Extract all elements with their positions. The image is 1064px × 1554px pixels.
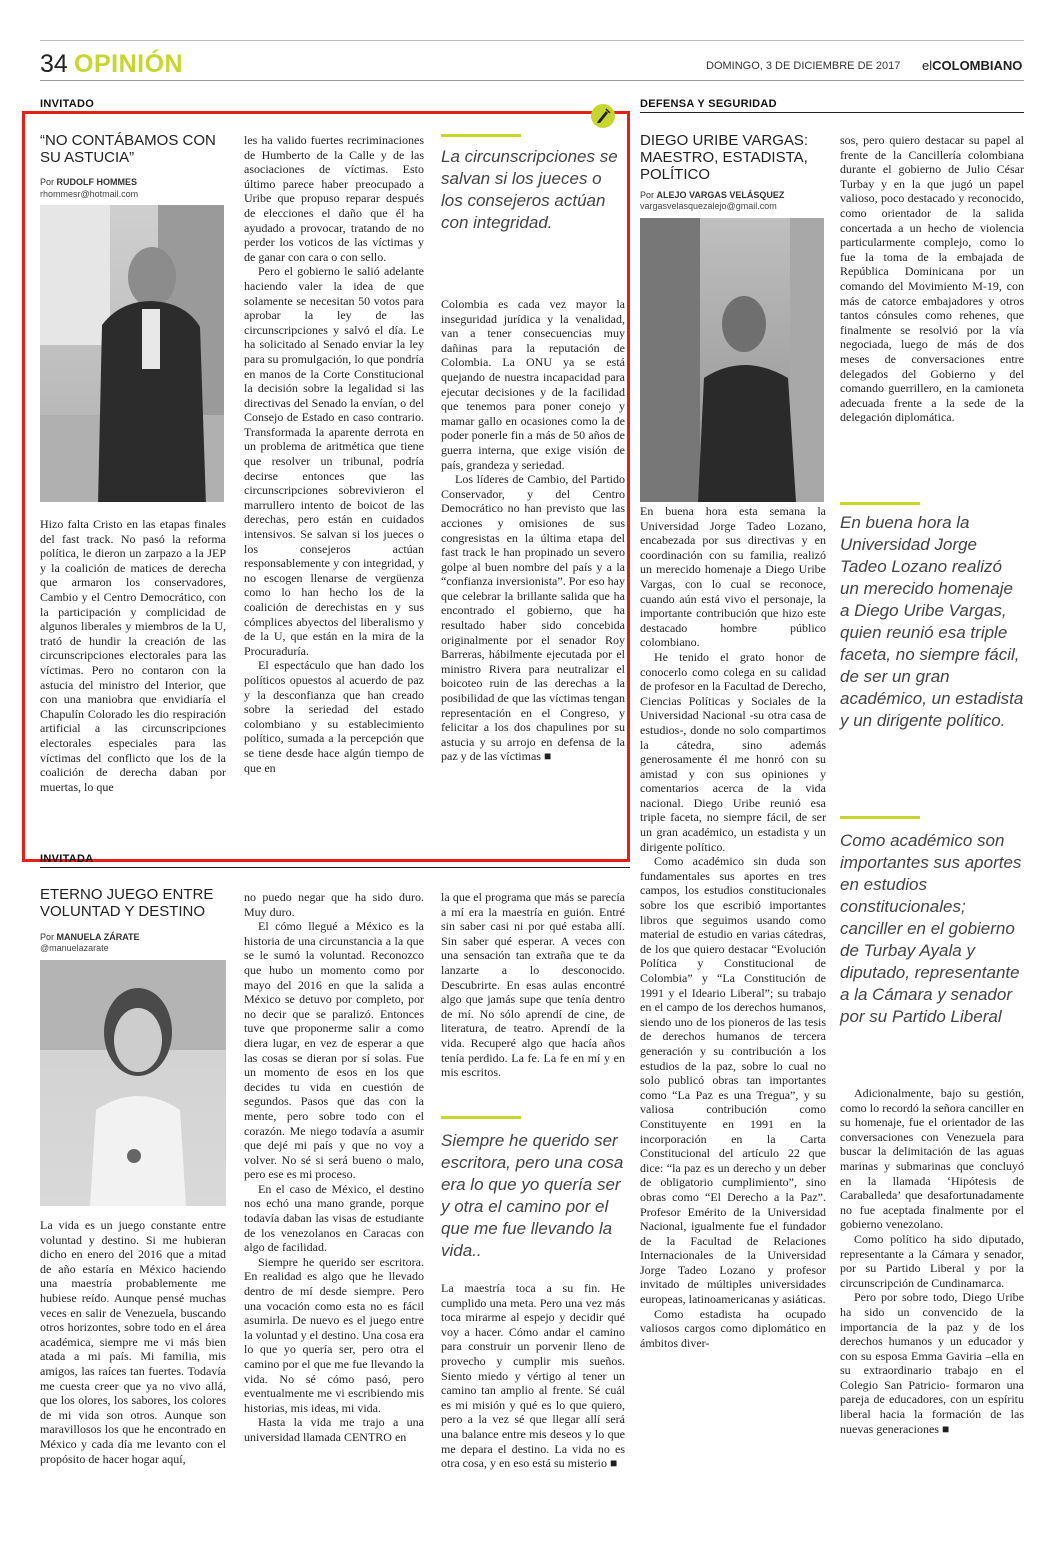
article3-pullquote-1: En buena hora la Universidad Jorge Tadeo Lozano realizó un merecido homenaje a Diego Uribe Vargas, quien reunió esa triple faceta, no siempre fácil, de ser un gran académico, un estadista y un dirigente político. [840, 513, 1024, 730]
opinion-badge [591, 104, 615, 128]
quote-bar [441, 134, 521, 137]
section-title: OPINIÓN [74, 50, 184, 78]
article3-col1: En buena hora esta semana la Universidad Jorge Tadeo Lozano, encabezada por sus directivas y en coordinación con su familia, realizó un merecido homenaje a Diego Uribe Vargas, con lo cual se reconoce, cuando aún está vivo el personaje, la importante contribución que hizo este destacado hombre público colombiano. He tenido el grato honor de conocerlo como colega en su calidad de profesor en la Facultad de Derecho, Ciencias Políticas y Sociales de la Universidad Nacional -su otra casa de estudios-, donde no solo compartimos la cátedra, sino además generosamente él me honró con su amistad y con sus opiniones y comentarios acerca de la vida nacional. Diego Uribe reunió esa triple faceta, no siempre fácil, de ser un gran académico, un estadista y un dirigente político. Como académico sin duda son fundamentales sus aportes en tres campos, los estudios constitucionales sobre los que escribió importantes libros que seguimos usando como material de estudio en varias cátedras, de los que quiero destacar “Evolución Política y Constitucional de Colombia” y “La Constitución de 1991 y el Ideario Liberal”; su trabajo en el campo de los derechos humanos, siendo uno de los pioneros de las tesis de derechos humanos de tercera generación y su contribución a los estudios de la paz, sobre lo cual no solo publicó obras tan importantes como “La Paz es una Tregua”, y su valiosa contribución como Constituyente en 1991 en la incorporación en la Carta Constitucional del artículo 22 que dice: “la paz es un derecho y un deber de obligatorio cumplimiento”, sino obras como “El Derecho a la Paz”. Profesor Emérito de la Universidad Nacional, igualmente fue el fundador de la Facultad de Relaciones Internacionales de la Universidad Jorge Tadeo Lozano y profesor invitado de múltiples universidades europeas, latinoamericanas y asiáticas. Como estadista ha ocupado valiosos cargos como diplomático en ámbitos diver- [640, 504, 826, 1350]
brand-prefix: el [922, 58, 933, 73]
article1-author: RUDOLF HOMMES [56, 177, 138, 187]
article1-col2: les ha valido fuertes recriminaciones de Humberto de la Calle y de las asociaciones de víctimas. Esto último parece haber preocupado a Uribe que propuso reparar después de elecciones el daño que él ha ayudado a provocar, tratando de no perder los voticos de las víctimas y de ganar con cara o con sello. Pero el gobierno le salió adelante haciendo valer la idea de que solamente se necesitan 50 votos para aprobar la ley de las circunscripciones y salvó el día. Le ha solicitado al Senado enviar la ley para su promulgación, lo que pondría en manos de la Corte Constitucional la decisión sobre la legalidad si las directivas del Senado la envían, o del Consejo de Estado en caso contrario. Transformada la aparente derrota en un problema de aritmética que tiene que resolver un tribunal, podría decirse entonces que las circunscripciones sobrevivieron el marrullero intento de boicot de las derechas, pero están en cuidados intensivos. Se salvan si los jueces o los consejeros actúan responsablemente y con integridad, y no escogen llenarse de vergüenza como lo han hecho los de la coalición de derechistas en y sus cómplices abyectos del liberalismo y de la U, que están en la mira de la Procuraduría. El espectáculo que han dado los políticos opuestos al acuerdo de paz y la desconfianza que han creado sobre la seriedad del estado colombiano y su establecimiento político, sumada a la percepción que se tiene desde hace algún tiempo de que en [244, 133, 424, 775]
article3-col2b: Adicionalmente, bajo su gestión, como lo recordó la señora canciller en su homenaje, fue el orientador de las conversaciones con Venezuela para buscar la delimitación de las aguas marinas y submarinas que concluyó en la llamada ‘Hipótesis de Caraballeda’ que desafortunadamente no fue aceptada finalmente por el gobierno venezolano. Como político ha sido diputado, representante a la Cámara y senador, por su Partido Liberal y por la circunscripción de Cundinamarca. Pero por sobre todo, Diego Uribe ha sido un convencido de la importancia de la paz y de los derechos humanos y un educador y con su esposa Emma Gaviria –ella en su extraordinario trabajo en el Colegio San Patricio- formaron una pareja de educadores, con un espíritu liberal hacia la formación de las nuevas generaciones ■ [840, 1086, 1024, 1436]
dateline: DOMINGO, 3 DE DICIEMBRE DE 2017 [706, 60, 901, 72]
quote-bar [441, 1116, 521, 1119]
article2-pullquote: Siempre he querido ser escritora, pero una cosa era lo que yo quería ser y otra el camino por el que me fue llevando la vida.. [441, 1131, 624, 1260]
brand-name: COLOMBIANO [932, 58, 1023, 73]
page-number: 34 [40, 50, 68, 78]
article3-kicker: DEFENSA Y SEGURIDAD [640, 98, 777, 110]
article2-handle: @manuelazarate [40, 943, 109, 953]
article1-byline: Por RUDOLF HOMMES [40, 177, 138, 187]
pen-icon [591, 104, 615, 128]
article2-col2: no puedo negar que ha sido duro. Muy duro. El cómo llegué a México es la historia de una circunstancia a la que se le sumó la voluntad. Reconozco que hubo un momento como por mayo del 2016 en que la salida a México se detuvo por completo, por no decir que se paralizó. Entonces tuve que proponerme salir a como diera lugar, en vez de esperar a que las cosas se dieran por sí solas. Fue un momento de esos en los que decides tu vida en cuestión de segundos. Pasos que das con la mente, pero sobre todo con el corazón. Me niego todavía a asumir que dejé mi país y que no voy a volver. No sé si será bueno o malo, pero ese es mi proceso. En el caso de México, el destino nos echó una mano grande, porque todavía daban las visas de estudiante de los venezolanos en Caracas con algo de facilidad. Siempre he querido ser escritora. En realidad es algo que he llevado dentro de mí desde siempre. Pero una vocación como esta no es fácil asumirla. De nuevo es el juego entre la voluntad y el destino. Una cosa era lo que yo quería ser, pero otra el camino por el que me fue llevando la vida. No sé cómo pasó, pero eventualmente me vi escribiendo mis historias, mis ideas, mi vida. Hasta la vida me trajo a una universidad llamada CENTRO en [244, 890, 424, 1444]
author-photo-vargas [640, 218, 824, 502]
article2-kicker: INVITADA [40, 853, 94, 865]
article3-byline: Por ALEJO VARGAS VELÁSQUEZ [640, 190, 785, 200]
article2-col3a: la que el programa que más se parecía a mí era la maestría en guión. Entré sin saber casi ni por qué estaba allí. Sin saber qué esperar. A veces con una sensación tan extraña que te da lanzarte a lo desconocido. Descubrirte. En esas aulas encontré algo que jamás supe que tenía dentro de mí. No sólo aprendí de cine, de literatura, de teatro. Aprendí de la vida. Recuperé algo que hacía años tenía perdido. La fe. La fe en mí y en mis escritos. [441, 890, 625, 1080]
article2-col1: La vida es un juego constante entre voluntad y destino. Si me hubieran dicho en enero del 2016 que a mitad de año estaría en México haciendo una maestría probablemente me hubiese reído. Aunque pensé muchas veces en salir de Venezuela, buscando otros horizontes, sobre todo en el área académica, siempre me vi más bien atada a mi país. Mi familia, mis amigos, las raíces tan fuertes. Todavía me cuesta creer que ya no vivo allá, que los olores, los sabores, los colores de mi vida son otros. Aunque son maravillosos los que he encontrado en México y cada día me levanto con el propósito de hacer hogar aquí, [40, 1218, 226, 1466]
article3-email: vargasvelasquezalejo@gmail.com [640, 201, 777, 211]
article1-email: rhommesr@hotmail.com [40, 189, 139, 199]
author-photo-zarate [40, 960, 226, 1206]
article2-headline: ETERNO JUEGO ENTRE VOLUNTAD Y DESTINO [40, 886, 214, 920]
article3-headline: DIEGO URIBE VARGAS: MAESTRO, ESTADISTA, POLÍTICO [640, 132, 809, 183]
brand-logo [922, 58, 1022, 73]
article3-pullquote-2: Como académico son importantes sus aportes en estudios constitucionales; canciller en el gobierno de Turbay Ayala y diputado, representante a la Cámara y senador por su Partido Liberal [840, 831, 1022, 1026]
quote-bar [840, 502, 920, 505]
article2-author: MANUELA ZÁRATE [56, 932, 140, 942]
quote-bar [840, 816, 920, 819]
author-photo-hommes [40, 205, 224, 502]
article2-byline: Por MANUELA ZÁRATE [40, 932, 140, 942]
article1-col3: Colombia es cada vez mayor la inseguridad jurídica y la venalidad, van a tener consecuencias muy dañinas para la reputación de Colombia. La ONU ya se está quejando de nuestra incapacidad para ejecutar decisiones y de la facilidad que tenemos para poner conejo y mamar gallo en ocasiones como la de poder ponerle fin a más de 50 años de guerra interna, que exige visión de país, grandeza y seriedad. Los líderes de Cambio, del Partido Conservador, y del Centro Democrático no han previsto que las acciones y omisiones de sus congresistas en la última etapa del fast track le han propinado un severo golpe al buen nombre del país y a la “confianza inversionista”. Por eso hay que celebrar la brillante salida que ha encontrado el gobierno, que ha resultado haber sido concebida originalmente por el senador Roy Barreras, hábilmente ejecutada por el ministro Rivera para neutralizar el boicoteo ruin de las derechas a la posibilidad de que las víctimas tengan representación en el Congreso, y felicitar a los dos chapulines por su astucia y su arrojo en defensa de la paz y de las víctimas ■ [441, 297, 625, 764]
article1-pullquote: La circunscripciones se salvan si los jueces o los consejeros actúan con integridad. [441, 147, 618, 232]
article3-author: ALEJO VARGAS VELÁSQUEZ [656, 190, 785, 200]
article1-headline: “NO CONTÁBAMOS CON SU ASTUCIA” [40, 132, 216, 166]
article1-kicker: INVITADO [40, 98, 95, 110]
article2-col3b: La maestría toca a su fin. He cumplido una meta. Pero una vez más toca mirarme al espejo y decidir qué voy a hacer. Cómo andar el camino para construir un porvenir lleno de provecho y cumplir mis sueños. Siento miedo y vértigo al tener un camino tan amplio al frente. Sé cuál es mi misión y qué es lo que quiero, pero a la vez sé que llegar allí será una balance entre mis deseos y lo que me depara el destino. La vida no es otra cosa, y en eso está su misterio ■ [441, 1281, 625, 1471]
article3-col2a: sos, pero quiero destacar su papel al frente de la Cancillería colombiana durante el gobierno de Julio César Turbay y en la que jugó un papel valioso, poco destacado y reconocido, como orientador de la salida concertada a un hecho de violencia particularmente complejo, como lo fue la toma de la embajada de República Dominicana por un comando del Movimiento M-19, con más de catorce embajadores y otros tantos cónsules como rehenes, que finalmente se resolvió por la vía negociada, luego de más de dos meses de conversaciones entre delegados del Gobierno y del comando guerrillero, en la camioneta adecuada frente a la sede de la delegación diplomática. [840, 133, 1024, 425]
article1-col1: Hizo falta Cristo en las etapas finales del fast track. No pasó la reforma política, le dieron un zarpazo a la JEP y la coalición de matices de derecha que armaron los conservadores, Cambio y el Centro Democrático, con la participación y complicidad de algunos liberales y miembros de la U, trató de hundir la creación de las circunscripciones electorales para las víctimas. Pero no contaron con la astucia del ministro del Interior, que con una maniobra que envidiaría el Chapulín Colorado les dio respiración artificial a las circunscripciones electorales especiales para las víctimas del conflicto que los de la coalición de derecha daban por muertas, lo que [40, 517, 226, 794]
